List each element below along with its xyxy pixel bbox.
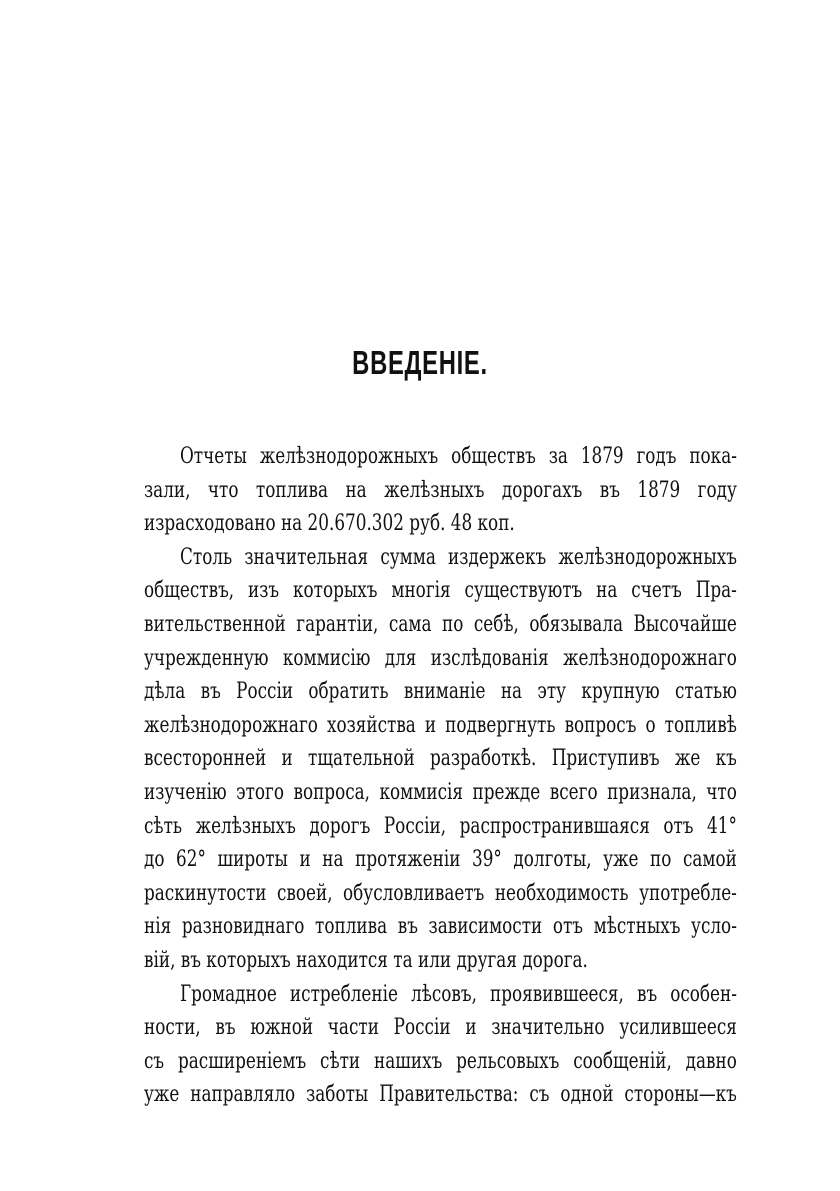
text-line: сѣть желѣзныхъ дорогъ Россіи, распространившаяся отъ 41° xyxy=(144,813,737,839)
text-line: Отчеты желѣзнодорожныхъ обществъ за 1879 годъ пока- xyxy=(180,444,737,469)
text-line: изученію этого вопроса, коммисія прежде всего признала, что xyxy=(144,779,737,805)
text-line: уже направляло заботы Правительства: съ одной стороны—къ xyxy=(144,1082,737,1108)
text-line: всесторонней и тщательной разработкѣ. Приступивъ же къ xyxy=(144,746,737,772)
text-line: вительственной гарантіи, сама по себѣ, обязывала Высочайше xyxy=(144,611,737,637)
text-line: до 62° широты и на протяженіи 39° долготы, уже по самой xyxy=(144,847,737,873)
text-line: Столь значительная сумма издержекъ желѣзнодорожныхъ xyxy=(180,544,737,570)
text-line: вій, въ которыхъ находится та или другая дорога. xyxy=(144,947,588,973)
body-text xyxy=(144,440,737,1112)
text-line: обществъ, изъ которыхъ многія существуютъ на счетъ Пра- xyxy=(144,578,737,604)
text-line: дѣла въ Россіи обратить вниманіе на эту крупную статью xyxy=(144,679,737,705)
text-line: Громадное истребленіе лѣсовъ, проявившееся, въ особен- xyxy=(180,981,737,1007)
text-line: израсходовано на 20.670.302 руб. 48 коп. xyxy=(144,511,515,537)
chapter-title: ВВЕДЕНІЕ. xyxy=(352,344,488,381)
text-line: нія разновиднаго топлива въ зависимости отъ мѣстныхъ усло- xyxy=(144,914,737,940)
text-line: учрежденную коммисію для изслѣдованія желѣзнодорожнаго xyxy=(144,645,737,671)
text-line: зали, что топлива на желѣзныхъ дорогахъ въ 1879 году xyxy=(144,477,737,503)
text-line: раскинутости своей, обусловливаетъ необходимость употребле- xyxy=(144,880,737,906)
text-line: желѣзнодорожнаго хозяйства и подвергнуть вопросъ о топливѣ xyxy=(144,712,737,738)
text-line: съ расширеніемъ сѣти нашихъ рельсовыхъ сообщеній, давно xyxy=(144,1048,737,1074)
text-line: ности, въ южной части Россіи и значительно усилившееся xyxy=(144,1015,737,1041)
